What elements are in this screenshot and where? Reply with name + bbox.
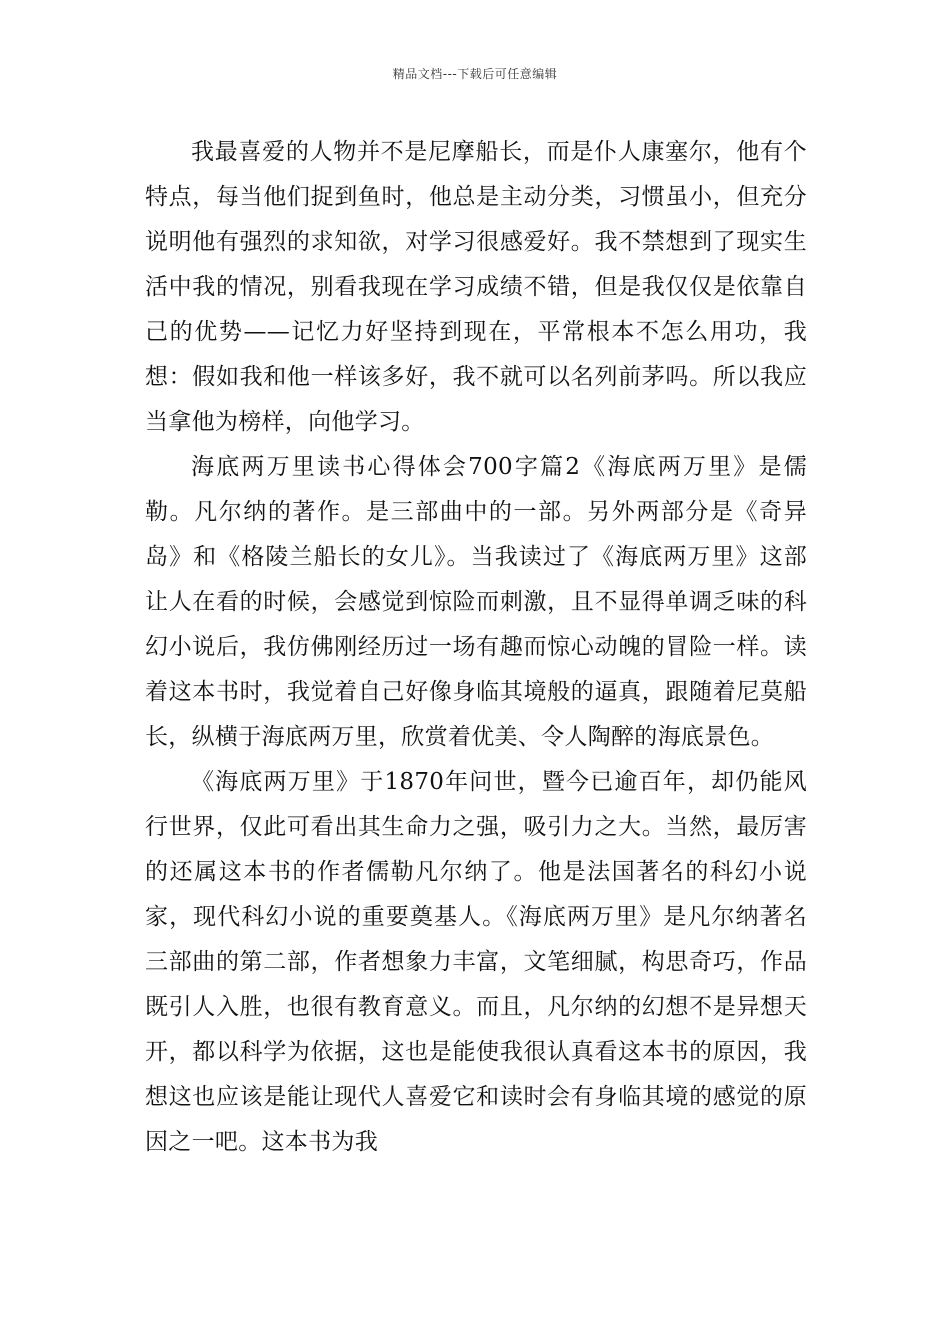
document-body (145, 130, 807, 1165)
paragraph-3: 《海底两万里》于1870年问世，暨今已逾百年，却仍能风行世界，仅此可看出其生命力之强，吸引力之大。当然，最厉害的还属这本书的作者儒勒凡尔纳了。他是法国著名的科幻小说家，现代科幻小说的重要奠基人。《海底两万里》是凡尔纳著名三部曲的第二部，作者想象力丰富，文笔细腻，构思奇巧，作品既引人入胜，也很有教育意义。而且，凡尔纳的幻想不是异想天开，都以科学为依据，这也是能使我很认真看这本书的原因，我想这也应该是能让现代人喜爱它和读时会有身临其境的感觉的原因之一吧。这本书为我 (145, 769, 807, 1155)
paragraph-2: 海底两万里读书心得体会700字篇2《海底两万里》是儒勒。凡尔纳的著作。是三部曲中的一部。另外两部分是《奇异岛》和《格陵兰船长的女儿》。当我读过了《海底两万里》这部让人在看的时候，会感觉到惊险而刺激，且不显得单调乏味的科幻小说后，我仿佛刚经历过一场有趣而惊心动魄的冒险一样。读着这本书时，我觉着自己好像身临其境般的逼真，跟随着尼莫船长，纵横于海底两万里，欣赏着优美、令人陶醉的海底景色。 (145, 454, 807, 750)
page-header: 精品文档---下载后可任意编辑 (392, 67, 558, 81)
paragraph-1: 我最喜爱的人物并不是尼摩船长，而是仆人康塞尔，他有个特点，每当他们捉到鱼时，他总是主动分类，习惯虽小，但充分说明他有强烈的求知欲，对学习很感爱好。我不禁想到了现实生活中我的情况，别看我现在学习成绩不错，但是我仅仅是依靠自己的优势——记忆力好坚持到现在，平常根本不怎么用功，我想：假如我和他一样该多好，我不就可以名列前茅吗。所以我应当拿他为榜样，向他学习。 (145, 139, 807, 435)
